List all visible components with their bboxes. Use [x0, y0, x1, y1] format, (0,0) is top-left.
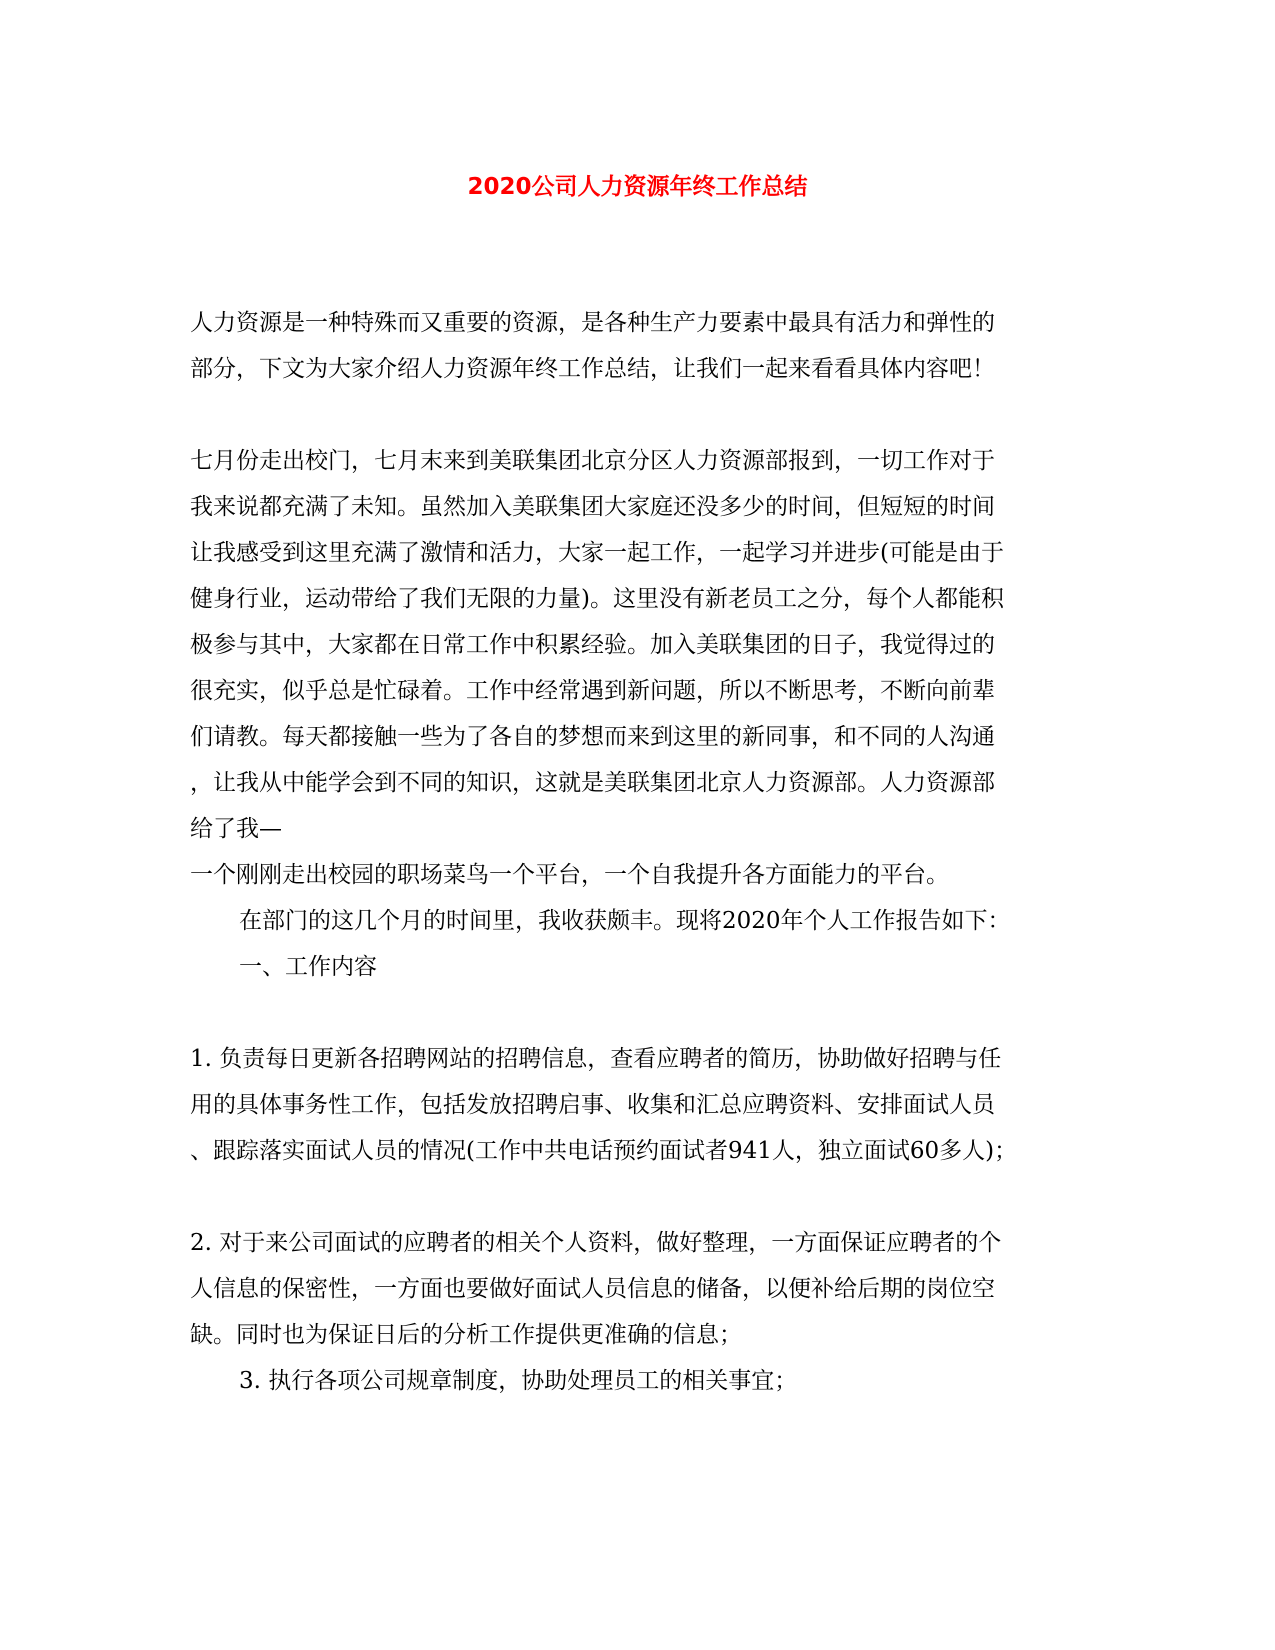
item2-line-1: 2. 对于来公司面试的应聘者的相关个人资料，做好整理，一方面保证应聘者的个: [190, 1230, 1002, 1256]
item1-line-1: 1. 负责每日更新各招聘网站的招聘信息，查看应聘者的简历，协助做好招聘与任: [190, 1046, 1002, 1072]
body-line-1: 七月份走出校门，七月末来到美联集团北京分区人力资源部报到，一切工作对于: [190, 448, 995, 474]
item3-line: 3. 执行各项公司规章制度，协助处理员工的相关事宜；: [239, 1368, 798, 1394]
body-line-7: 们请教。每天都接触一些为了各自的梦想而来到这里的新同事，和不同的人沟通: [190, 724, 995, 750]
body-line-10: 一个刚刚走出校园的职场菜鸟一个平台，一个自我提升各方面能力的平台。: [190, 862, 949, 888]
body-line-4: 健身行业，运动带给了我们无限的力量)。这里没有新老员工之分，每个人都能积: [190, 586, 1004, 612]
body-line-2: 我来说都充满了未知。虽然加入美联集团大家庭还没多少的时间，但短短的时间: [190, 494, 995, 520]
body-line-5: 极参与其中，大家都在日常工作中积累经验。加入美联集团的日子，我觉得过的: [190, 632, 995, 658]
intro-line-1: 人力资源是一种特殊而又重要的资源，是各种生产力要素中最具有活力和弹性的: [190, 310, 995, 336]
body-line-3: 让我感受到这里充满了激情和活力，大家一起工作，一起学习并进步(可能是由于: [190, 540, 1004, 566]
body-line-9: 给了我—: [190, 816, 282, 842]
harvest-line: 在部门的这几个月的时间里，我收获颇丰。现将2020年个人工作报告如下：: [239, 908, 1011, 934]
body-line-8: ，让我从中能学会到不同的知识，这就是美联集团北京人力资源部。人力资源部: [190, 770, 995, 796]
section-heading-work-content: 一、工作内容: [239, 954, 377, 980]
item1-line-2: 用的具体事务性工作，包括发放招聘启事、收集和汇总应聘资料、安排面试人员: [190, 1092, 995, 1118]
item2-line-3: 缺。同时也为保证日后的分析工作提供更准确的信息；: [190, 1322, 742, 1348]
item2-line-2: 人信息的保密性，一方面也要做好面试人员信息的储备，以便补给后期的岗位空: [190, 1276, 995, 1302]
intro-line-2: 部分，下文为大家介绍人力资源年终工作总结，让我们一起来看看具体内容吧！: [190, 356, 995, 382]
document-title: 2020公司人力资源年终工作总结: [467, 174, 808, 200]
body-line-6: 很充实，似乎总是忙碌着。工作中经常遇到新问题，所以不断思考，不断向前辈: [190, 678, 995, 704]
item1-line-3: 、跟踪落实面试人员的情况(工作中共电话预约面试者941人，独立面试60多人)；: [190, 1138, 1018, 1164]
